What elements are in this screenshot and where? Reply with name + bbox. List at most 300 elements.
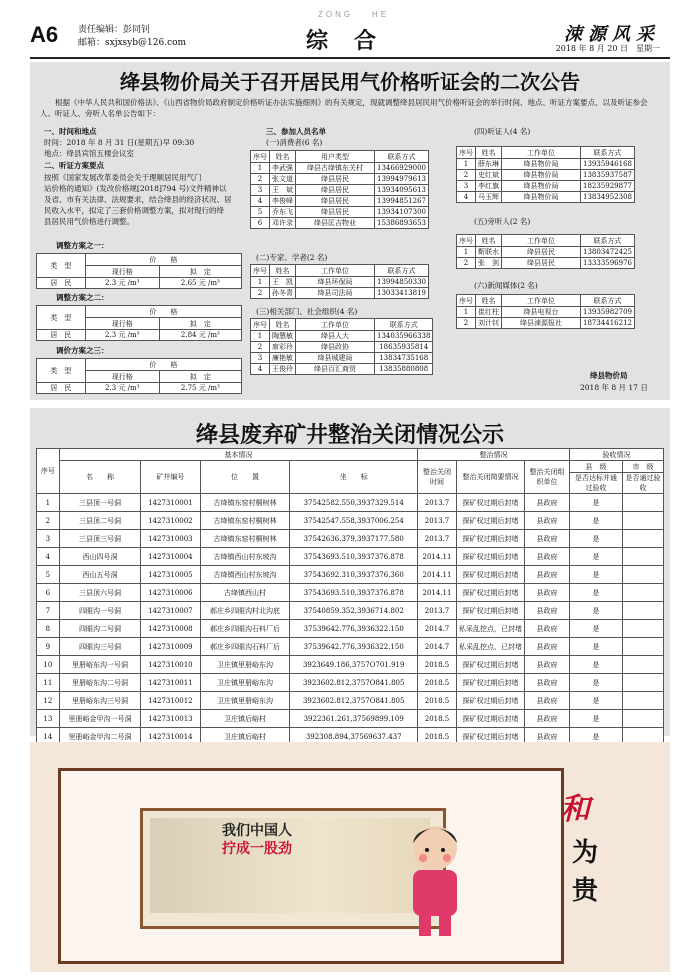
cell-time: 2018.5 <box>418 656 457 674</box>
cell-no: 10 <box>37 656 60 674</box>
cell-unit: 绛县居民 <box>296 174 375 185</box>
col-method: 整治关闭简要情况 <box>457 461 525 494</box>
cell-unit: 绛县匡吉物业 <box>296 218 375 229</box>
cell-name: 三县顶六号洞 <box>59 584 140 602</box>
cell-no: 2 <box>251 288 270 299</box>
cell-code: 1427310002 <box>141 512 200 530</box>
cell-location: 郝庄乡四眼沟石料厂后 <box>200 638 290 656</box>
cell-coord: 3922361.261,37569899.109 <box>290 710 418 728</box>
cell-unit: 绛县司法局 <box>296 288 375 299</box>
cell-location: 郝庄乡四眼沟石料厂后 <box>200 620 290 638</box>
group-media-label: (六)新闻媒体(2 名) <box>474 281 538 290</box>
cell-no: 4 <box>251 364 270 375</box>
cell-coord: 37542547.558,3937006.254 <box>290 512 418 530</box>
cell-city-pass <box>623 602 664 620</box>
cell-city-pass <box>623 656 664 674</box>
cell-unit: 绛县物价局 <box>502 181 581 192</box>
cell-name: 廉艳敏 <box>270 353 296 364</box>
cell-coord: 37543693.510,3937376.878 <box>290 548 418 566</box>
cell-no: 7 <box>37 602 60 620</box>
plan-text: 按照《国家发展改革委员会关于理顺居民用气门 站价格的通知》(发改价格规[2018]794 号)文件精神以 及省、市有关法律、法规要求，结合绛县的经济状况、居 民收入水平，拟定了三套价格调整方案，拟对现行的绛 县居民用气价格进行调整。 <box>44 173 232 226</box>
col-coord: 坐 标 <box>290 461 418 494</box>
cell-method: 探矿权过期后封堵 <box>457 494 525 512</box>
cell-phone: 13835937587 <box>581 170 635 181</box>
cell-unit: 绛县居民 <box>296 185 375 196</box>
table-header-row <box>251 319 433 331</box>
cell-location: 郝庄乡四眼沟村北沟底 <box>200 602 290 620</box>
plan-header-row <box>37 306 242 318</box>
cell-coord: 3923602.812,3757O841.805 <box>290 692 418 710</box>
cell-org: 县政府 <box>525 602 570 620</box>
header-name: 姓名 <box>270 319 296 331</box>
cell-org: 县政府 <box>525 512 570 530</box>
cell-coord: 3923649.186,3757O701.919 <box>290 656 418 674</box>
cell-no: 2 <box>457 318 476 329</box>
group-observers-label: (五)旁听人(2 名) <box>474 217 531 226</box>
cell-phone: 15386893653 <box>375 218 429 229</box>
cell-method: 探矿权过期后封堵 <box>457 602 525 620</box>
cell-location: 卫庄镇里册峪东沟 <box>200 656 290 674</box>
departments-table <box>250 318 433 375</box>
col-no: 序号 <box>37 449 60 494</box>
cell-county-pass: 是 <box>570 584 623 602</box>
col-basic: 基本情况 <box>59 449 417 461</box>
header-proposed: 拟 定 <box>159 318 241 330</box>
cell-phone: 13994851267 <box>375 196 429 207</box>
plan-row <box>37 278 242 289</box>
cell-name: 四眼沟三号洞 <box>59 638 140 656</box>
cell-name: 王 斌 <box>270 185 296 196</box>
header-unit: 工作单位 <box>502 295 581 307</box>
mine-row <box>37 692 664 710</box>
cell-name: 里册峪东沟二号洞 <box>59 674 140 692</box>
mine-row <box>37 530 664 548</box>
cell-no: 1 <box>37 494 60 512</box>
plan-label: 调价方案之三： <box>56 346 109 355</box>
cell-name: 靳联水 <box>476 247 502 258</box>
header-type: 类 型 <box>37 306 86 330</box>
cell-name: 四眼沟一号洞 <box>59 602 140 620</box>
col-time: 整治关闭时间 <box>418 461 457 494</box>
cell-time: 2013.7 <box>418 512 457 530</box>
cell-location: 卫庄镇后峪村 <box>200 728 290 746</box>
cell-method: 私采乱挖点，已封堵 <box>457 620 525 638</box>
header-name: 姓名 <box>476 295 502 307</box>
cell-no: 5 <box>251 207 270 218</box>
section-pinyin-zong: ZONG <box>318 10 354 19</box>
table-header-row <box>251 151 429 163</box>
cell-code: 1427310011 <box>141 674 200 692</box>
header-no: 序号 <box>457 295 476 307</box>
header-price: 价 格 <box>85 306 241 318</box>
plan-table <box>36 305 242 341</box>
cell-time: 2014.11 <box>418 584 457 602</box>
cell-no: 13 <box>37 710 60 728</box>
table-row <box>251 364 433 375</box>
table-row <box>457 258 635 269</box>
group-departments-label: (三)相关部门、社会组织(4 名) <box>256 307 358 316</box>
cell-coord: 37540859.352,3936714.802 <box>290 602 418 620</box>
cell-no: 2 <box>251 342 270 353</box>
header-no: 序号 <box>251 151 270 163</box>
header-unit: 工作单位 <box>502 235 581 247</box>
cell-city-pass <box>623 692 664 710</box>
cell-county-pass: 是 <box>570 566 623 584</box>
cell-location: 卫庄镇后峪村 <box>200 710 290 728</box>
table-row <box>251 331 433 342</box>
cell-code: 1427310013 <box>141 710 200 728</box>
cell-code: 1427310008 <box>141 620 200 638</box>
cell-phone: 13994850330 <box>375 277 429 288</box>
table-row <box>251 353 433 364</box>
cell-no: 2 <box>251 174 270 185</box>
cell-no: 2 <box>457 170 476 181</box>
table-row <box>251 218 429 229</box>
mine-row <box>37 584 664 602</box>
cell-org: 县政府 <box>525 494 570 512</box>
cell-unit: 绛县居民 <box>502 258 581 269</box>
header-name: 姓名 <box>270 151 296 163</box>
cell-org: 县政府 <box>525 674 570 692</box>
cell-phone: 134035966338 <box>375 331 433 342</box>
cell-time: 2014.7 <box>418 638 457 656</box>
cell-county-pass: 是 <box>570 692 623 710</box>
cell-phone: 13994979613 <box>375 174 429 185</box>
cell-code: 1427310003 <box>141 530 200 548</box>
cell-location: 古绛镇西山村 <box>200 584 290 602</box>
table-row <box>457 192 635 203</box>
cell-name: 乔东飞 <box>270 207 296 218</box>
cell-method: 探矿权过期后封堵 <box>457 548 525 566</box>
cell-county-pass: 是 <box>570 602 623 620</box>
cell-time: 2018.5 <box>418 674 457 692</box>
cell-time: 2018.5 <box>418 692 457 710</box>
media-table <box>456 294 635 329</box>
cell-city-pass <box>623 584 664 602</box>
cell-location: 古绛镇东窑村桐树林 <box>200 494 290 512</box>
cell-name: 陶慧敏 <box>270 331 296 342</box>
cell-org: 县政府 <box>525 728 570 746</box>
cell-county-pass: 是 <box>570 656 623 674</box>
cell-county-pass: 是 <box>570 548 623 566</box>
cell-phone: 13934107300 <box>375 207 429 218</box>
cell-no: 8 <box>37 620 60 638</box>
cell-method: 探矿权过期后封堵 <box>457 692 525 710</box>
cell-location: 卫庄镇里册峪东沟 <box>200 674 290 692</box>
table-row <box>251 277 429 288</box>
col-county-pass: 是否达标并通过验收 <box>570 473 623 494</box>
cell-phone: 13834952308 <box>581 192 635 203</box>
col-location: 位 置 <box>200 461 290 494</box>
cell-time: 2014.11 <box>418 548 457 566</box>
header-no: 序号 <box>251 265 270 277</box>
plan-table <box>36 253 242 289</box>
cell-org: 县政府 <box>525 692 570 710</box>
cell-no: 2 <box>37 512 60 530</box>
mine-title: 绛县废弃矿井整治关闭情况公示 <box>195 422 504 448</box>
issue-date: 2018 年 8 月 20 日 星期一 <box>555 44 660 53</box>
cell-coord: 392308.894,37569637.437 <box>290 728 418 746</box>
cell-phone: 13934095613 <box>375 185 429 196</box>
table-row <box>457 318 635 329</box>
cell-method: 探矿权过期后封堵 <box>457 710 525 728</box>
cell-location: 古绛镇东窑村桐树林 <box>200 512 290 530</box>
header-phone: 联系方式 <box>375 319 433 331</box>
cell-coord: 37543693.510,3937376.878 <box>290 584 418 602</box>
ad-line-1: 我们中国人 <box>222 823 292 839</box>
cell-unit: 绛县电视台 <box>502 307 581 318</box>
cell-county-pass: 是 <box>570 674 623 692</box>
cell-org: 县政府 <box>525 548 570 566</box>
cell-city-pass <box>623 530 664 548</box>
cell-name: 张 剑 <box>476 258 502 269</box>
cell-no: 3 <box>457 181 476 192</box>
hearing-time: 时间：2018 年 8 月 31 日(星期五)早 09:30 <box>44 138 195 147</box>
plan-header-row <box>37 254 242 266</box>
mine-row <box>37 512 664 530</box>
cell-time: 2014.11 <box>418 566 457 584</box>
cell-code: 1427310014 <box>141 728 200 746</box>
cell-time: 2013.7 <box>418 530 457 548</box>
cell-name: 四眼沟二号洞 <box>59 620 140 638</box>
cell-location: 古绛镇西山村东坡沟 <box>200 548 290 566</box>
header-price: 价 格 <box>85 359 241 371</box>
cell-unit: 绛县古绛镇东关村 <box>296 163 375 174</box>
cell-no: 11 <box>37 674 60 692</box>
cell-unit: 绛县人大 <box>296 331 375 342</box>
table-header-row <box>457 147 635 159</box>
cell-county-pass: 是 <box>570 530 623 548</box>
table-row <box>251 207 429 218</box>
cell-name: 西山五号洞 <box>59 566 140 584</box>
clay-doll-illustration <box>395 818 475 948</box>
header-rule <box>30 57 670 59</box>
ad-wei-char: 为 <box>572 838 599 868</box>
cell-name: 里册峪金甲沟一号洞 <box>59 710 140 728</box>
signature: 绛县物价局 <box>590 371 628 380</box>
mine-row <box>37 674 664 692</box>
cell-no: 14 <box>37 728 60 746</box>
cell-city-pass <box>623 638 664 656</box>
editor-email: 邮箱：sxjxsyb@126.com <box>78 38 187 48</box>
table-row <box>457 307 635 318</box>
header-unit: 工作单位 <box>502 147 581 159</box>
header-phone: 联系方式 <box>375 151 429 163</box>
cell-no: 5 <box>37 566 60 584</box>
cell-current: 2.3 元 /m³ <box>85 278 159 289</box>
section-time-place: 一、时间和地点 <box>44 127 97 136</box>
cell-county-pass: 是 <box>570 494 623 512</box>
cell-name: 里册峪东沟三号洞 <box>59 692 140 710</box>
header-current: 现行格 <box>85 318 159 330</box>
cell-code: 1427310005 <box>141 566 200 584</box>
cell-unit: 绛县居民 <box>296 196 375 207</box>
consumers-table <box>250 150 429 229</box>
cell-code: 1427310004 <box>141 548 200 566</box>
col-code: 矿井编号 <box>141 461 200 494</box>
cell-location: 古绛镇东窑村桐树林 <box>200 530 290 548</box>
cell-phone: 13033413819 <box>375 288 429 299</box>
cell-unit: 绛县百汇商贸 <box>296 364 375 375</box>
cell-name: 里册峪东沟一号洞 <box>59 656 140 674</box>
header-type: 类 型 <box>37 359 86 383</box>
cell-no: 6 <box>251 218 270 229</box>
header-unit: 工作单位 <box>296 319 375 331</box>
table-header-row <box>251 265 429 277</box>
cell-name: 席彩玲 <box>270 342 296 353</box>
cell-no: 1 <box>457 307 476 318</box>
hearers-table <box>456 146 635 203</box>
table-row <box>457 159 635 170</box>
cell-city-pass <box>623 566 664 584</box>
cell-no: 3 <box>251 185 270 196</box>
cell-method: 探矿权过期后封堵 <box>457 728 525 746</box>
table-row <box>251 185 429 196</box>
cell-org: 县政府 <box>525 638 570 656</box>
cell-name: 三县顶二号洞 <box>59 512 140 530</box>
cell-no: 1 <box>251 331 270 342</box>
cell-name: 薛东琳 <box>476 159 502 170</box>
table-row <box>457 181 635 192</box>
cell-org: 县政府 <box>525 566 570 584</box>
header-current: 现行格 <box>85 266 159 278</box>
cell-city-pass <box>623 494 664 512</box>
cell-proposed: 2.75 元 /m³ <box>159 383 241 394</box>
mine-row <box>37 638 664 656</box>
section-title: 综合 <box>306 28 403 54</box>
cell-no: 1 <box>251 163 270 174</box>
cell-county-pass: 是 <box>570 728 623 746</box>
ad-line-2: 拧成一股劲 <box>222 841 292 857</box>
cell-org: 县政府 <box>525 710 570 728</box>
cell-type: 居 民 <box>37 330 86 341</box>
cell-no: 12 <box>37 692 60 710</box>
cell-unit: 绛县物价局 <box>502 170 581 181</box>
experts-table <box>250 264 429 299</box>
cell-org: 县政府 <box>525 530 570 548</box>
cell-phone: 13333596976 <box>581 258 635 269</box>
cell-no: 1 <box>251 277 270 288</box>
table-row <box>251 342 433 353</box>
mine-header-row-2 <box>37 461 664 473</box>
table-row <box>457 247 635 258</box>
mine-row <box>37 548 664 566</box>
header-phone: 联系方式 <box>375 265 429 277</box>
column-brand: 涑源风采 <box>564 24 660 45</box>
mine-row <box>37 566 664 584</box>
cell-phone: 13935946168 <box>581 159 635 170</box>
hearing-place: 地点：绛县宾馆五楼会议室 <box>44 149 134 158</box>
cell-name: 邓许录 <box>270 218 296 229</box>
cell-time: 2018.5 <box>418 710 457 728</box>
cell-code: 1427310009 <box>141 638 200 656</box>
cell-name: 李俊峰 <box>270 196 296 207</box>
cell-no: 6 <box>37 584 60 602</box>
cell-no: 1 <box>457 159 476 170</box>
ad-gui-char: 贵 <box>572 876 599 906</box>
group-consumers-label: (一)消费者(6 名) <box>266 138 323 147</box>
plan-row <box>37 330 242 341</box>
cell-name: 里册峪金甲沟二号洞 <box>59 728 140 746</box>
cell-no: 4 <box>251 196 270 207</box>
header-no: 序号 <box>457 147 476 159</box>
header-unit: 用户类型 <box>296 151 375 163</box>
cell-method: 私采乱挖点，已封堵 <box>457 638 525 656</box>
cell-coord: 37543692.310,3937376.360 <box>290 566 418 584</box>
cell-coord: 37542636.379,3937177.580 <box>290 530 418 548</box>
cell-no: 4 <box>37 548 60 566</box>
cell-current: 2.3 元 /m³ <box>85 330 159 341</box>
cell-name: 三县顶一号洞 <box>59 494 140 512</box>
header-name: 姓名 <box>476 235 502 247</box>
cell-time: 2013.7 <box>418 494 457 512</box>
cell-county-pass: 是 <box>570 620 623 638</box>
cell-name: 孙冬青 <box>270 288 296 299</box>
cell-city-pass <box>623 620 664 638</box>
editor-name: 责任编辑：彭同钊 <box>78 25 151 35</box>
cell-proposed: 2.84 元 /m³ <box>159 330 241 341</box>
plan-label: 调整方案之一： <box>56 241 109 250</box>
cell-no: 3 <box>37 530 60 548</box>
page-header <box>0 0 700 58</box>
col-status: 整治情况 <box>418 449 570 461</box>
table-row <box>457 170 635 181</box>
mine-row <box>37 602 664 620</box>
editor-info <box>78 24 186 50</box>
cell-city-pass <box>623 512 664 530</box>
cell-name: 李武强 <box>270 163 296 174</box>
cell-no: 3 <box>251 353 270 364</box>
mine-header-row-1 <box>37 449 664 461</box>
cell-type: 居 民 <box>37 278 86 289</box>
cell-name: 西山四号洞 <box>59 548 140 566</box>
col-county: 县 级 <box>570 461 623 473</box>
section-plan: 二、听证方案要点 <box>44 161 104 170</box>
header-phone: 联系方式 <box>581 147 635 159</box>
plan-row <box>37 383 242 394</box>
cell-code: 1427310001 <box>141 494 200 512</box>
cell-name: 史红斌 <box>476 170 502 181</box>
cell-unit: 绛县居民 <box>296 207 375 218</box>
table-header-row <box>457 295 635 307</box>
cell-name: 张文道 <box>270 174 296 185</box>
cell-org: 县政府 <box>525 656 570 674</box>
cell-method: 探矿权过期后封堵 <box>457 656 525 674</box>
header-name: 姓名 <box>270 265 296 277</box>
cell-time: 2018.5 <box>418 728 457 746</box>
cell-phone: 18734416212 <box>581 318 635 329</box>
cell-name: 三县顶三号洞 <box>59 530 140 548</box>
cell-method: 探矿权过期后封堵 <box>457 530 525 548</box>
plan-header-row <box>37 359 242 371</box>
header-phone: 联系方式 <box>581 235 635 247</box>
cell-unit: 绛县政协 <box>296 342 375 353</box>
header-name: 姓名 <box>476 147 502 159</box>
cell-code: 1427310007 <box>141 602 200 620</box>
cell-name: 刘计钊 <box>476 318 502 329</box>
cell-coord: 3923602.812,3757O841.805 <box>290 674 418 692</box>
cell-name: 马玉辉 <box>476 192 502 203</box>
header-no: 序号 <box>457 235 476 247</box>
header-current: 现行格 <box>85 371 159 383</box>
ad-he-char: 和 <box>560 792 590 827</box>
table-row <box>251 288 429 299</box>
cell-unit: 绛县环保局 <box>296 277 375 288</box>
cell-current: 2.3 元 /m³ <box>85 383 159 394</box>
plan-table <box>36 358 242 394</box>
cell-county-pass: 是 <box>570 512 623 530</box>
cell-method: 探矿权过期后封堵 <box>457 674 525 692</box>
